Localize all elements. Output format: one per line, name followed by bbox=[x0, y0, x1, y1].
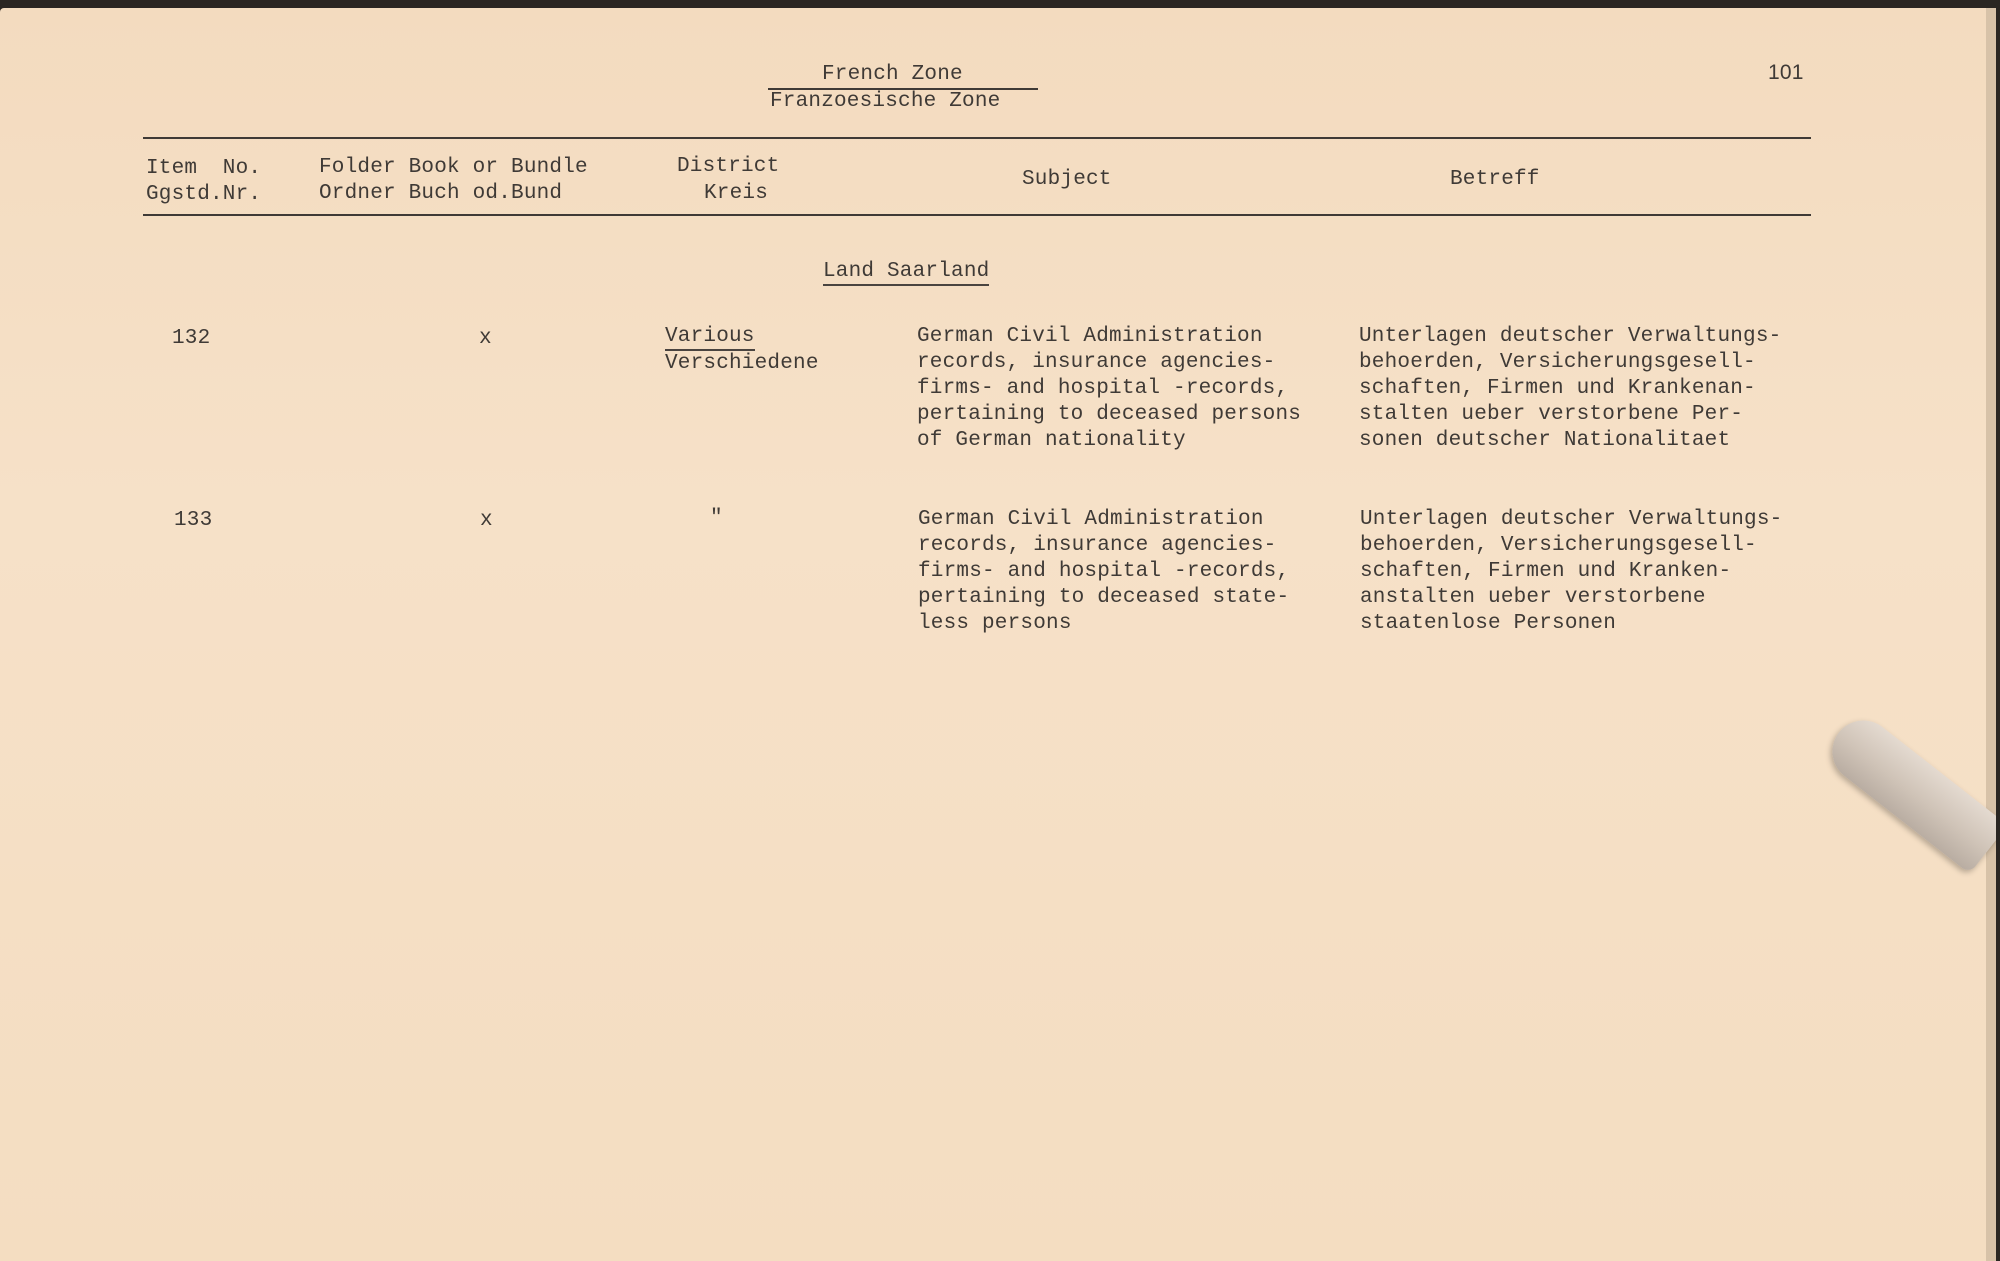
page-number: 101 bbox=[1768, 61, 1804, 84]
zone-title-en: French Zone bbox=[822, 63, 963, 86]
row-132-subject: German Civil Administration records, insurance agencies- firms- and hospital -records, pertaining to deceased persons of German nationality bbox=[917, 325, 1302, 452]
col-district-en: District bbox=[677, 155, 780, 178]
row-133-subject: German Civil Administration records, insurance agencies- firms- and hospital -records, pertaining to deceased state- less persons bbox=[918, 508, 1290, 635]
row-132-district-en: Various bbox=[665, 325, 755, 351]
row-133-district-ditto: " bbox=[710, 507, 723, 530]
header-top-rule bbox=[143, 137, 1811, 139]
row-132-item: 132 bbox=[172, 327, 211, 350]
paper-clip bbox=[1820, 708, 1996, 874]
document-page bbox=[0, 8, 1996, 1261]
row-132-folder: x bbox=[479, 327, 492, 350]
col-betreff: Betreff bbox=[1450, 168, 1540, 191]
row-133-item: 133 bbox=[174, 509, 213, 532]
row-132-district-de: Verschiedene bbox=[665, 352, 819, 375]
section-heading: Land Saarland bbox=[823, 260, 989, 286]
col-subject: Subject bbox=[1022, 168, 1112, 191]
col-district-de: Kreis bbox=[704, 182, 769, 205]
col-folder-de: Ordner Buch od.Bund bbox=[319, 182, 563, 205]
header-bottom-rule bbox=[143, 214, 1811, 216]
page-edge bbox=[1986, 8, 1996, 1261]
row-133-betreff: Unterlagen deutscher Verwaltungs- behoerden, Versicherungsgesell- schaften, Firmen und Kranken- anstalten ueber verstorbene staatenlose Personen bbox=[1360, 508, 1783, 635]
col-item-en: Item No. bbox=[146, 157, 262, 180]
zone-title-de: Franzoesische Zone bbox=[770, 90, 1001, 113]
row-132-betreff: Unterlagen deutscher Verwaltungs- behoerden, Versicherungsgesell- schaften, Firmen und Krankenan- stalten ueber verstorbene Per- sonen deutscher Nationalitaet bbox=[1359, 325, 1782, 452]
col-folder-en: Folder Book or Bundle bbox=[319, 156, 588, 179]
col-item-de: Ggstd.Nr. bbox=[146, 183, 262, 206]
row-133-folder: x bbox=[480, 509, 493, 532]
